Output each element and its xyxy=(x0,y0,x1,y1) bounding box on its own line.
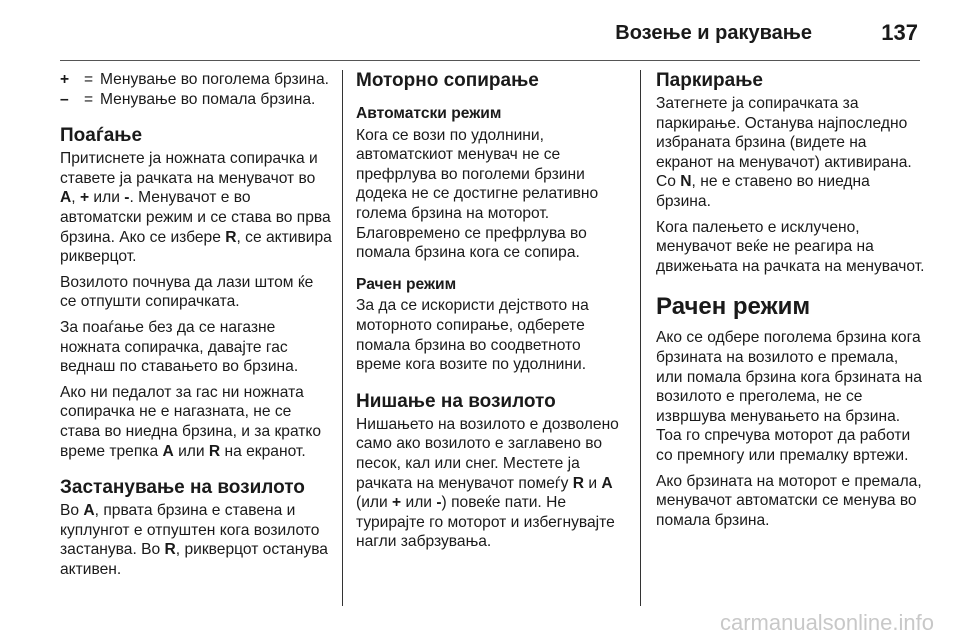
subsection-heading: Рачен режим xyxy=(356,275,457,293)
column-right xyxy=(656,70,926,536)
paragraph: За да се искористи дејството на моторното сопирање, одберете помала брзина во соодветното време кога возите по удолнини. xyxy=(356,297,589,374)
paragraph: За поаѓање без да се нагазне ножната сопирачка, давајте гас веднаш по ставањето во брзина. xyxy=(60,318,299,376)
watermark-text: carmanualsonline.info xyxy=(719,610,934,635)
paragraph: Нишањето на возилото е дозволено само ако возилото е заглавено во песок, кал или снег. Местете ја рачката на менувачот помеѓу R и A (или + или -) повеќе пати. Не турирајте го моторот и избегнувајте нагли забрзувања. xyxy=(356,415,619,551)
paragraph: Кога се вози по удолнини, автоматскиот менувач не се префрлува во поголеми брзини додека не се достигне релативно голема брзина на моторот. Благовремено се префрлува во помала брзина кога се сопира. xyxy=(356,126,599,262)
paragraph: Во A, првата брзина е ставена и куплунгот е отпуштен кога возилото застанува. Во R, рикверцот останува активен. xyxy=(60,502,328,578)
section-heading: Поаѓање xyxy=(60,125,143,147)
legend-symbol: – xyxy=(60,90,69,108)
section-heading: Паркирање xyxy=(656,70,763,91)
paragraph: Притиснете ја ножната сопирачка и ставете ја рачката на менувачот во A, + или -. Менувачот е во автоматски режим и се става во прва брзина. Ако се избере R, се активира рикверцот. xyxy=(60,150,332,266)
paragraph: Ако се одбере поголема брзина кога брзината на возилото е премала, или помала брзина кога брзината на возилото е преголема, не се извршува менувањето на брзина. Тоа го спречува моторот да работи со премногу или премалку вртежи. xyxy=(656,329,922,464)
paragraph: Возилото почнува да лази штом ќе се отпушти сопирачката. xyxy=(60,273,314,311)
paragraph: Ако ни педалот за гас ни ножната сопирачка не е нагазната, не се става во ниедна брзина, и за кратко време трепка A или R на екранот. xyxy=(60,383,322,460)
paragraph: Ако брзината на моторот е премала, менувачот автоматски се менува во помала брзина. xyxy=(656,472,922,529)
legend-item: + = Менување во поголема брзина. xyxy=(60,71,330,88)
subsection-heading: Автоматски режим xyxy=(356,105,502,122)
column-left xyxy=(60,70,332,585)
page-number: 137 xyxy=(881,20,918,45)
legend-symbol: + xyxy=(60,71,70,88)
section-heading: Нишање на возилото xyxy=(356,390,556,412)
column-divider xyxy=(342,70,343,606)
section-heading: Застанување на возилото xyxy=(60,477,305,499)
column-middle xyxy=(356,70,626,558)
section-heading: Моторно сопирање xyxy=(356,70,539,91)
legend-item: – = Менување во помала брзина. xyxy=(60,90,316,108)
column-divider xyxy=(640,70,641,606)
paragraph: Кога палењето е исклучено, менувачот веќе не реагира на движењата на рачката на менувачот. xyxy=(656,218,925,275)
section-heading: Рачен режим xyxy=(656,293,811,321)
paragraph: Затегнете ја сопирачката за паркирање. Останува најпоследно избраната брзина (видете на екранот на менувачот) активирана. Со N, не е ставено во ниедна брзина. xyxy=(656,95,912,210)
page-header xyxy=(60,14,920,56)
page-title: Возење и ракување xyxy=(615,22,812,44)
header-divider xyxy=(60,60,920,61)
